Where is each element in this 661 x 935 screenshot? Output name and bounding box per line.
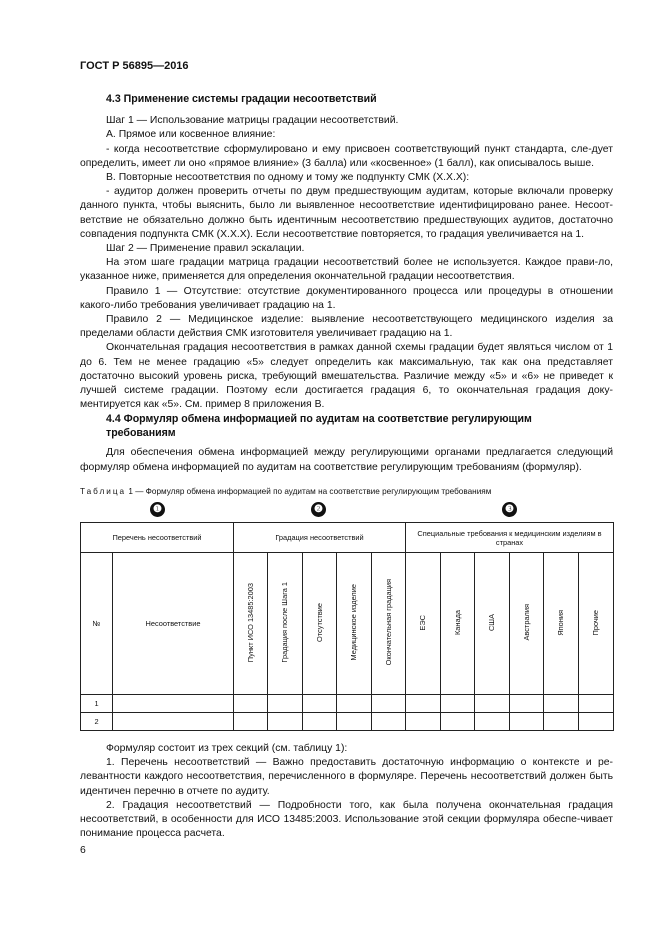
row-number: 2 (81, 713, 113, 731)
table-row (81, 695, 614, 713)
section-4-4-title-line2: требованиям (106, 427, 176, 440)
col-number: № (81, 553, 113, 695)
col-eec: ЕЭС (406, 553, 441, 695)
col-japan: Япония (544, 553, 579, 695)
col-iso-clause: Пункт ИСО 13485:2003 (234, 553, 268, 695)
section-4-4-title-line1: 4.4 Формуляр обмена информацией по аудитам на соответствие регулирующим (106, 413, 532, 425)
table-row (81, 713, 614, 731)
group-country-requirements: Специальные требования к медицинским изделиям в странах (406, 523, 614, 553)
rule-2: Правило 2 — Медицинское изделие: выявление несоответствующего медицинского изделия за пределами области действия СМК изготовителя увеличивает градацию на 1. (80, 314, 613, 340)
section-4-4-paragraph: Для обеспечения обмена информацией между регулирующими органами предлагается следующий формуляр обмена информацией по аудитам на соответствие регулирующим требованиям (формуляр). (80, 447, 613, 473)
marker-3-icon: ❸ (502, 502, 517, 517)
marker-1-icon: ❶ (150, 502, 165, 517)
final-grading: Окончательная градация несоответствия в рамках данной схемы градации будет являться числом от 1 до 6. Тем не менее градацию «5» следует определить как максимальную, так как она представляет достаточно высокий уровень риска, требующий вмешательства. Различие между «5» и «6» не приведет к лучшей системе градации. Поэтому если достигается градация 6, то окончательная градация доку-ментируется как «5». См. пример 8 приложения В. (80, 342, 613, 411)
table-caption-text: 1 — Формуляр обмена информацией по аудитам на соответствие регулирующим требованиям (128, 487, 492, 496)
col-canada: Канада (441, 553, 475, 695)
table-caption (80, 487, 491, 496)
step-2-text: На этом шаге градации матрица градации несоответствий более не используется. Каждое прави-ло, указанное ниже, применяется для определения окончательной градации несоответствия. (80, 257, 613, 283)
page-number: 6 (80, 845, 86, 856)
group-grading: Градация несоответствий (234, 523, 406, 553)
form-section-2: 2. Градация несоответствий — Подробности того, как была получена окончательная градация несоответствий, в особенности для ИСО 13485:2003. Использование этой секции формуляра обеспе-чивает понимание процесса расчета. (80, 799, 613, 840)
section-4-3-title: 4.3 Применение системы градации несоответствий (106, 93, 377, 105)
step-2: Шаг 2 — Применение правил эскалации. (106, 243, 305, 255)
marker-2-icon: ❷ (311, 502, 326, 517)
group-nonconformities: Перечень несоответствий (81, 523, 234, 553)
section-4-4 (80, 412, 613, 475)
table-caption-prefix: Таблица (80, 487, 127, 496)
col-medical-device: Медицинское изделие (337, 553, 372, 695)
row-number: 1 (81, 695, 113, 713)
rule-1: Правило 1 — Отсутствие: отсутствие документированного процесса или процедуры в отношении какого-либо требования увеличивает градацию на 1. (80, 285, 613, 311)
item-b-text: - аудитор должен проверить отчеты по двум предшествующим аудитам, которые включали проверку данного пункта, чтобы выяснить, было ли выявленное несоответствие идентифицировано ранее. Несоот-ветствие не обязательно должно быть идентичным несоответствию предшествующих аудитов, достаточно совпадения подпункта СМК (X.X.X). Если несоответствие повторяется, то градация увеличивается на 1. (80, 186, 613, 240)
table-header-row (81, 553, 614, 695)
audit-exchange-form-table (80, 522, 614, 731)
step-1: Шаг 1 — Использование матрицы градации несоответствий. (106, 115, 399, 127)
item-b: В. Повторные несоответствия по одному и тому же подпункту СМК (X.X.X): (106, 172, 470, 184)
table-group-row (81, 523, 614, 553)
item-a-text: - когда несоответствие сформулировано и ему присвоен соответствующий пункт стандарта, сле-дует определить, имеет ли оно «прямое влияние» (3 балла) или «косвенное» (1 балл), как описывалось выше. (80, 143, 613, 169)
col-usa: США (475, 553, 510, 695)
item-a: А. Прямое или косвенное влияние: (106, 129, 276, 141)
col-nonconformity: Несоответствие (113, 553, 234, 695)
col-absence: Отсутствие (303, 553, 337, 695)
form-description (80, 742, 613, 841)
form-sections-intro: Формуляр состоит из трех секций (см. таблицу 1): (106, 743, 348, 754)
col-other: Прочие (579, 553, 614, 695)
col-grade-after-step1: Градация после Шага 1 (268, 553, 303, 695)
document-header: ГОСТ Р 56895—2016 (80, 60, 189, 72)
form-section-1: 1. Перечень несоответствий — Важно предоставить достаточную информацию о контексте и ре-левантности каждого несоответствия, перечисленного в формуляре. Перечень несоответствий должен быть идентичен перечню в отчете по аудиту. (80, 757, 613, 797)
col-final-grade: Окончательная градация (372, 553, 406, 695)
section-4-3 (80, 92, 613, 412)
col-australia: Австралия (510, 553, 544, 695)
